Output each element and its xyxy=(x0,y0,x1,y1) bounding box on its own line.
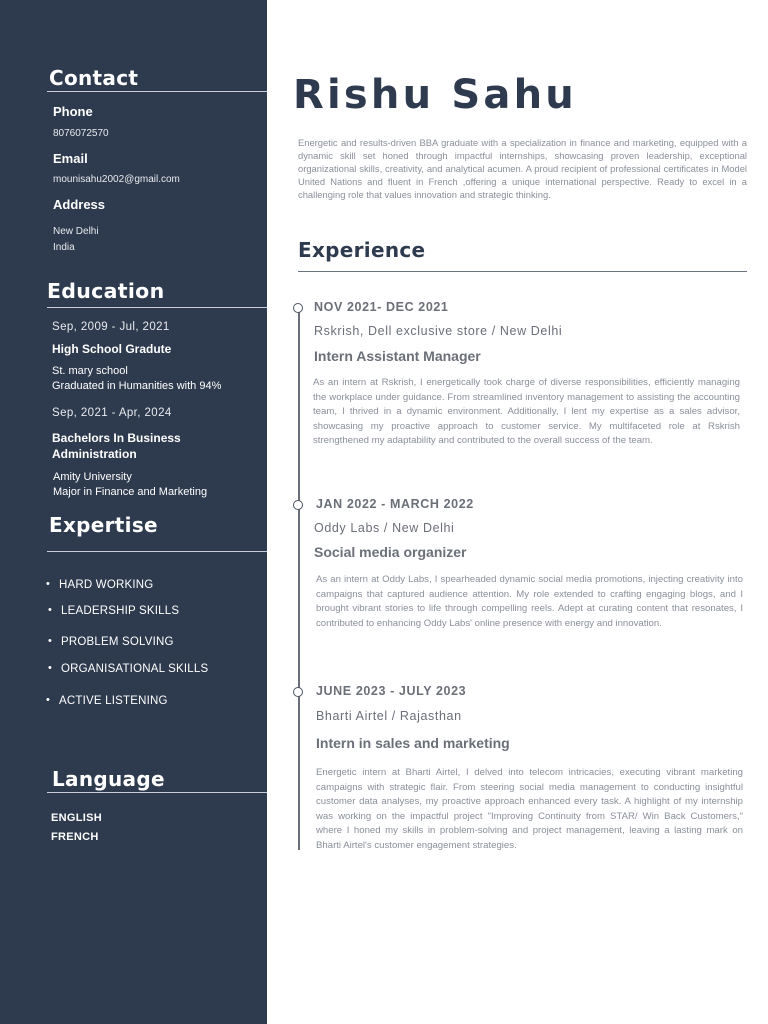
expertise-rule xyxy=(47,551,267,552)
expertise-heading: Expertise xyxy=(49,513,158,537)
candidate-name: Rishu Sahu xyxy=(293,72,577,118)
language-rule xyxy=(47,792,267,793)
address-line-2: India xyxy=(53,242,75,253)
job-3-title: Intern in sales and marketing xyxy=(316,735,510,751)
education-2-school: Amity University xyxy=(53,471,132,483)
education-rule xyxy=(47,307,267,308)
expertise-item: • PROBLEM SOLVING xyxy=(61,636,174,648)
email-label: Email xyxy=(53,151,88,166)
sidebar xyxy=(0,0,267,1024)
expertise-item: • HARD WORKING xyxy=(59,579,153,591)
profile-summary: Energetic and results-driven BBA graduate with a specialization in finance and marketing, equipped with a dynamic skill set honed through impactful internships, showcasing proven leadership, exceptional organizational skills, creativity, and analytical acumen. A proud recipient of professional certificates in Model United Nations and fluent in French ,offering a unique international perspective. Ready to excel in a challenging role that values innovation and strategic thinking. xyxy=(298,137,747,200)
email-value: mounisahu2002@gmail.com xyxy=(53,174,180,185)
education-1-school: St. mary school xyxy=(52,365,128,377)
education-1-detail: Graduated in Humanities with 94% xyxy=(52,380,222,392)
education-2-title-line-2: Administration xyxy=(52,447,137,461)
job-1-description: As an intern at Rskrish, I energetically took charge of diverse responsibilities, efficiently managing the workplace under guidance. From streamlined inventory management to assisting the accounting team, I thrived in a dynamic environment. Additionally, I lent my expertise as a sales advisor, showcasing my proactive approach to customer service. My multifaceted role at Rskrish strengthened my adaptability and contributed to the overall success of the team. xyxy=(313,377,740,447)
address-label: Address xyxy=(53,197,106,212)
timeline-dot xyxy=(293,687,303,697)
job-2-title: Social media organizer xyxy=(314,544,467,560)
expertise-item: • LEADERSHIP SKILLS xyxy=(61,605,179,617)
timeline-dot xyxy=(293,303,303,313)
education-1-dates: Sep, 2009 - Jul, 2021 xyxy=(52,321,170,333)
education-1-title: High School Gradute xyxy=(52,342,172,356)
expertise-item: • ORGANISATIONAL SKILLS xyxy=(61,663,208,675)
job-2-dates: JAN 2022 - MARCH 2022 xyxy=(316,497,474,511)
language-item: FRENCH xyxy=(51,831,99,843)
job-1-title: Intern Assistant Manager xyxy=(314,348,481,364)
job-1-dates: NOV 2021- DEC 2021 xyxy=(314,300,449,314)
language-item: ENGLISH xyxy=(51,812,102,824)
contact-rule xyxy=(47,91,267,92)
contact-heading: Contact xyxy=(49,66,139,90)
phone-label: Phone xyxy=(53,104,93,119)
education-2-detail: Major in Finance and Marketing xyxy=(53,486,208,498)
experience-heading: Experience xyxy=(298,238,426,262)
phone-value: 8076072570 xyxy=(53,128,109,139)
job-3-description: Energetic intern at Bharti Airtel, I delved into telecom intricacies, executing vibrant marketing campaigns with strategic flair. From steering social media management to conducting insightful customer data analyses, my proactive approach enhanced every task. A highlight of my internship was working on the impactful project "Improving Continuity from STAR/ Win Back Customers," where I honed my skills in problem-solving and project management, leaving a lasting mark on Bharti Airtel's customer engagement strategies. xyxy=(316,767,743,851)
job-3-company: Bharti Airtel / Rajasthan xyxy=(316,709,462,723)
experience-rule xyxy=(298,271,747,272)
education-heading: Education xyxy=(47,279,165,303)
timeline-line xyxy=(298,307,300,850)
job-2-description: As an intern at Oddy Labs, I spearheaded dynamic social media promotions, injecting creativity into campaigns that captured audience attention. My role extended to crafting engaging blogs, and I brought vibrant stories to life through compelling reels. Adept at curating content that resonates, I contributed to enhancing Oddy Labs' online presence with energy and innovation. xyxy=(316,574,743,629)
language-heading: Language xyxy=(52,767,165,791)
address-line-1: New Delhi xyxy=(53,226,99,237)
timeline-dot xyxy=(293,500,303,510)
education-2-title-line-1: Bachelors In Business xyxy=(52,431,181,445)
job-1-company: Rskrish, Dell exclusive store / New Delhi xyxy=(314,324,563,338)
expertise-item: • ACTIVE LISTENING xyxy=(59,695,168,707)
job-3-dates: JUNE 2023 - JULY 2023 xyxy=(316,684,467,698)
job-2-company: Oddy Labs / New Delhi xyxy=(314,521,455,535)
education-2-dates: Sep, 2021 - Apr, 2024 xyxy=(52,407,172,419)
